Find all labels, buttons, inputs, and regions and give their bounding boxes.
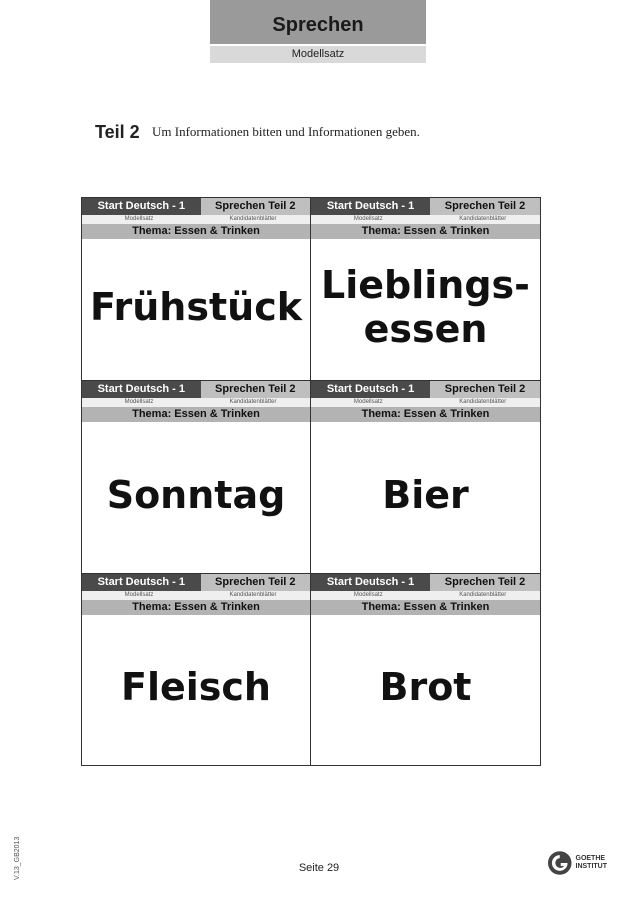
card-topic: Thema: Essen & Trinken xyxy=(82,407,310,422)
card-sub-left: Modellsatz xyxy=(353,216,383,222)
card-topic: Thema: Essen & Trinken xyxy=(82,224,310,239)
card-part-label: Sprechen Teil 2 xyxy=(201,198,310,215)
card-part-label: Sprechen Teil 2 xyxy=(430,574,540,591)
card-sub-right: Kandidatenblätter xyxy=(229,592,277,598)
card-word: Sonntag xyxy=(106,472,286,517)
card-part-label: Sprechen Teil 2 xyxy=(201,574,310,591)
document-code: V.13_GB2013 xyxy=(14,836,21,880)
topic-card xyxy=(82,381,311,574)
card-sub-left: Modellsatz xyxy=(353,592,383,598)
card-word: Bier xyxy=(382,472,469,517)
logo-line-1: GOETHE xyxy=(575,855,606,862)
logo-line-2: INSTITUT xyxy=(575,863,607,870)
card-sub-right: Kandidatenblätter xyxy=(459,216,507,222)
card-word: Fleisch xyxy=(121,665,271,709)
card-topic: Thema: Essen & Trinken xyxy=(311,224,540,239)
task-label: Teil 2 xyxy=(95,122,140,142)
card-exam-label: Start Deutsch - 1 xyxy=(311,574,430,591)
goethe-institut-logo xyxy=(547,849,607,877)
card-part-label: Sprechen Teil 2 xyxy=(201,381,310,398)
topic-card xyxy=(311,198,540,381)
card-exam-label: Start Deutsch - 1 xyxy=(82,574,201,591)
card-sub-right: Kandidatenblätter xyxy=(229,399,277,405)
card-exam-label: Start Deutsch - 1 xyxy=(311,198,430,215)
card-word: Frühstück xyxy=(89,284,302,329)
goethe-logo-icon xyxy=(547,850,573,876)
topic-card xyxy=(82,574,311,765)
card-sub-right: Kandidatenblätter xyxy=(459,399,507,405)
card-sub-right: Kandidatenblätter xyxy=(229,216,277,222)
card-sub-left: Modellsatz xyxy=(124,399,154,405)
task-instruction: Um Informationen bitten und Informationen geben. xyxy=(152,124,420,139)
card-sub-left: Modellsatz xyxy=(124,216,154,222)
card-sub-left: Modellsatz xyxy=(124,592,154,598)
card-exam-label: Start Deutsch - 1 xyxy=(82,381,201,398)
section-title: Sprechen xyxy=(210,0,426,44)
card-exam-label: Start Deutsch - 1 xyxy=(82,198,201,215)
topic-card xyxy=(311,574,540,765)
page-number: Seite 29 xyxy=(298,862,340,874)
card-sub-left: Modellsatz xyxy=(353,399,383,405)
card-topic: Thema: Essen & Trinken xyxy=(311,600,540,615)
topic-card xyxy=(311,381,540,574)
card-exam-label: Start Deutsch - 1 xyxy=(311,381,430,398)
card-topic: Thema: Essen & Trinken xyxy=(82,600,310,615)
section-subtitle: Modellsatz xyxy=(210,46,426,63)
card-topic: Thema: Essen & Trinken xyxy=(311,407,540,422)
card-word: Lieblings- essen xyxy=(321,262,530,351)
card-word: Brot xyxy=(379,665,472,709)
card-part-label: Sprechen Teil 2 xyxy=(430,381,540,398)
topic-card xyxy=(82,198,311,381)
card-sub-right: Kandidatenblätter xyxy=(459,592,507,598)
card-grid xyxy=(81,197,541,766)
card-part-label: Sprechen Teil 2 xyxy=(430,198,540,215)
